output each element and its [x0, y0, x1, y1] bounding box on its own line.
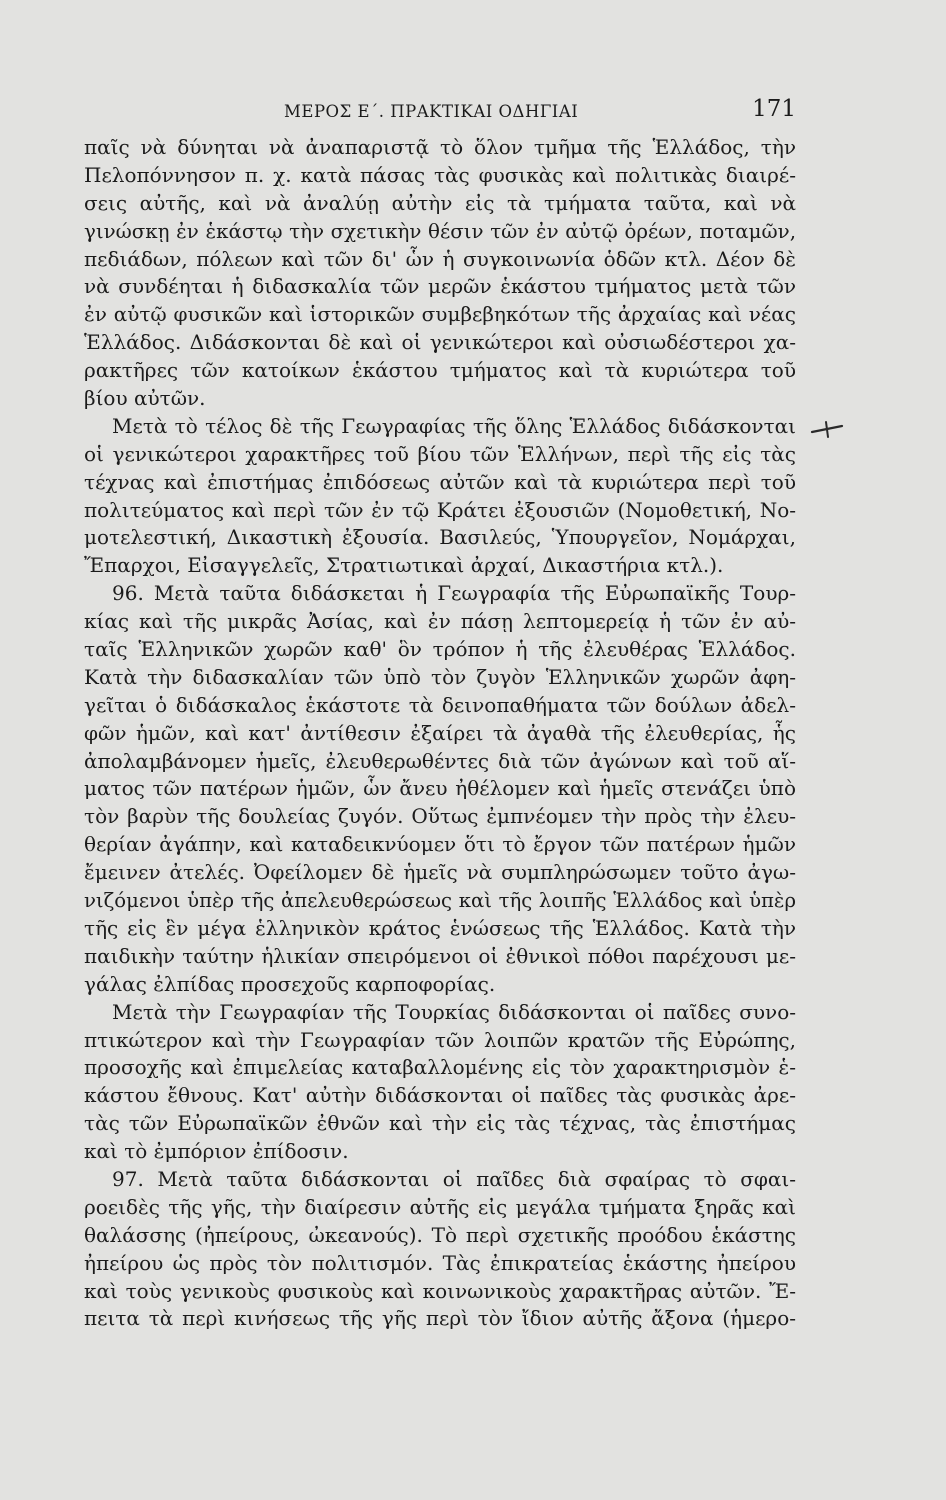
page-number: 171	[752, 96, 796, 122]
text-line: ρακτῆρες τῶν κατοίκων ἑκάστου τμήματος καὶ τὰ κυριώτερα τοῦ	[84, 358, 796, 383]
running-head: ΜΕΡΟΣ Ε΄. ΠΡΑΚΤΙΚΑΙ ΟΔΗΓΙΑΙ	[284, 102, 579, 121]
text-line: γεῖται ὁ διδάσκαλος ἑκάστοτε τὰ δεινοπαθήματα τῶν δούλων ἀδελ-	[84, 692, 796, 717]
text-line: ματος τῶν πατέρων ἡμῶν, ὧν ἄνευ ἠθέλομεν καὶ ἡμεῖς στενάζει ὑπὸ	[84, 776, 796, 801]
text-line: Ἔπαρχοι, Εἰσαγγελεῖς, Στρατιωτικαὶ ἀρχαί, Δικαστήρια κτλ.).	[84, 553, 724, 578]
text-line: φῶν ἡμῶν, καὶ κατ' ἀντίθεσιν ἐξαίρει τὰ ἀγαθὰ τῆς ἐλευθερίας, ἧς	[84, 720, 796, 745]
text-line: προσοχῆς καὶ ἐπιμελείας καταβαλλομένης εἰς τὸν χαρακτηρισμὸν ἑ-	[84, 1055, 796, 1080]
text-line: ταῖς Ἑλληνικῶν χωρῶν καθ' ὃν τρόπον ἡ τῆς ἐλευθέρας Ἑλλάδος.	[84, 637, 796, 662]
text-line: ἐν αὐτῷ φυσικῶν καὶ ἱστορικῶν συμβεβηκότων τῆς ἀρχαίας καὶ νέας	[84, 302, 796, 327]
text-line: ἠπείρου ὡς πρὸς τὸν πολιτισμόν. Τὰς ἐπικρατείας ἑκάστης ἠπείρου	[84, 1250, 796, 1275]
text-line: κίας καὶ τῆς μικρᾶς Ἀσίας, καὶ ἐν πάσῃ λεπτομερείᾳ ἡ τῶν ἐν αὐ-	[84, 609, 796, 634]
text-line: θερίαν ἀγάπην, καὶ καταδεικνύομεν ὅτι τὸ ἔργον τῶν πατέρων ἡμῶν	[84, 832, 796, 857]
text-line: γάλας ἐλπίδας προσεχοῦς καρποφορίας.	[84, 971, 496, 996]
text-line: πεδιάδων, πόλεων καὶ τῶν δι' ὧν ἡ συγκοινωνία ὁδῶν κτλ. Δέον δὲ	[84, 246, 796, 271]
text-line: Μετὰ τὸ τέλος δὲ τῆς Γεωγραφίας τῆς ὅλης Ἑλλάδος διδάσκονται	[112, 413, 796, 438]
body-text	[84, 134, 796, 1333]
text-line: ροειδὲς τῆς γῆς, τὴν διαίρεσιν αὐτῆς εἰς μεγάλα τμήματα ξηρᾶς καὶ	[84, 1194, 796, 1219]
text-line: καὶ τοὺς γενικοὺς φυσικοὺς καὶ κοινωνικοὺς χαρακτῆρας αὐτῶν. Ἔ-	[84, 1278, 796, 1303]
text-line: 96. Μετὰ ταῦτα διδάσκεται ἡ Γεωγραφία τῆς Εὐρωπαϊκῆς Τουρ-	[112, 581, 796, 606]
text-line: νιζόμενοι ὑπὲρ τῆς ἀπελευθερώσεως καὶ τῆς λοιπῆς Ἑλλάδος καὶ ὑπὲρ	[84, 889, 796, 913]
text-line: τὸν βαρὺν τῆς δουλείας ζυγόν. Οὕτως ἐμπνέομεν τὴν πρὸς τὴν ἐλευ-	[84, 804, 796, 829]
text-line: κάστου ἔθνους. Κατ' αὐτὴν διδάσκονται οἱ παῖδες τὰς φυσικὰς ἀρε-	[84, 1083, 796, 1108]
text-line: τέχνας καὶ ἐπιστήμας ἐπιδόσεως αὐτῶν καὶ τὰ κυριώτερα περὶ τοῦ	[84, 469, 796, 494]
text-line: τῆς εἰς ἓν μέγα ἑλληνικὸν κράτος ἑνώσεως τῆς Ἑλλάδος. Κατὰ τὴν	[84, 915, 796, 940]
text-line: Πελοπόννησον π. χ. κατὰ πάσας τὰς φυσικὰς καὶ πολιτικὰς διαιρέ-	[84, 162, 796, 187]
text-line: θαλάσσης (ἠπείρους, ὠκεανούς). Τὸ περὶ σχετικῆς προόδου ἑκάστης	[84, 1222, 796, 1247]
text-line: γινώσκῃ ἐν ἑκάστῳ τὴν σχετικὴν θέσιν τῶν ἐν αὐτῷ ὀρέων, ποταμῶν,	[84, 219, 796, 243]
text-line: καὶ τὸ ἐμπόριον ἐπίδοσιν.	[84, 1139, 349, 1164]
text-line: σεις αὐτῆς, καὶ νὰ ἀναλύῃ αὐτὴν εἰς τὰ τμήματα ταῦτα, καὶ νὰ	[84, 190, 796, 215]
text-line: πτικώτερον καὶ τὴν Γεωγραφίαν τῶν λοιπῶν κρατῶν τῆς Εὐρώπης,	[84, 1027, 796, 1052]
text-line: μοτελεστική, Δικαστικὴ ἐξουσία. Βασιλεύς, Ὑπουργεῖον, Νομάρχαι,	[84, 525, 796, 550]
text-line: Ἑλλάδος. Διδάσκονται δὲ καὶ οἱ γενικώτεροι καὶ οὐσιωδέστεροι χα-	[84, 330, 796, 355]
text-line: ἔμεινεν ἀτελές. Ὀφείλομεν δὲ ἡμεῖς νὰ συμπληρώσωμεν τοῦτο ἀγω-	[84, 860, 796, 885]
text-line: τὰς τῶν Εὐρωπαϊκῶν ἐθνῶν καὶ τὴν εἰς τὰς τέχνας, τὰς ἐπιστήμας	[84, 1111, 796, 1136]
text-line: οἱ γενικώτεροι χαρακτῆρες τοῦ βίου τῶν Ἑλλήνων, περὶ τῆς εἰς τὰς	[84, 441, 796, 466]
text-line: πειτα τὰ περὶ κινήσεως τῆς γῆς περὶ τὸν ἴδιον αὐτῆς ἄξονα (ἡμερο-	[84, 1306, 796, 1331]
text-line: παιδικὴν ταύτην ἡλικίαν σπειρόμενοι οἱ ἐθνικοὶ πόθοι παρέχουσι με-	[84, 943, 796, 968]
text-line: παῖς νὰ δύνηται νὰ ἀναπαριστᾷ τὸ ὅλον τμῆμα τῆς Ἑλλάδος, τὴν	[84, 135, 796, 159]
page-header	[84, 96, 796, 126]
text-line: 97. Μετὰ ταῦτα διδάσκονται οἱ παῖδες διὰ σφαίρας τὸ σφαι-	[112, 1166, 796, 1191]
text-line: Μετὰ τὴν Γεωγραφίαν τῆς Τουρκίας διδάσκονται οἱ παῖδες συνο-	[112, 999, 796, 1024]
text-line: Κατὰ τὴν διδασκαλίαν τῶν ὑπὸ τὸν ζυγὸν Ἑλληνικῶν χωρῶν ἀφη-	[84, 664, 796, 689]
text-line: πολιτεύματος καὶ περὶ τῶν ἐν τῷ Κράτει ἐξουσιῶν (Νομοθετική, Νο-	[84, 497, 796, 522]
text-line: βίου αὐτῶν.	[84, 386, 206, 411]
text-line: ἀπολαμβάνομεν ἡμεῖς, ἐλευθερωθέντες διὰ τῶν ἀγώνων καὶ τοῦ αἵ-	[84, 748, 796, 773]
text-line: νὰ συνδέηται ἡ διδασκαλία τῶν μερῶν ἑκάστου τμήματος μετὰ τῶν	[84, 274, 796, 299]
handwritten-margin-mark	[810, 418, 844, 440]
